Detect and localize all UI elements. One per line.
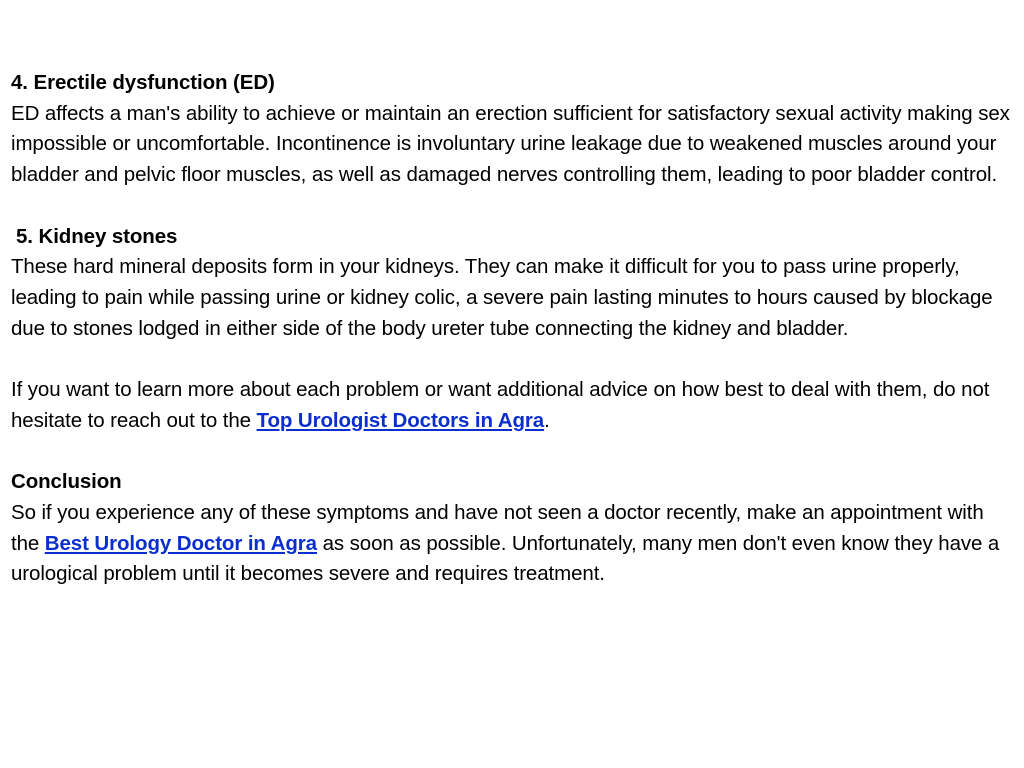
advice-section (11, 375, 1011, 436)
best-urology-doctor-link[interactable]: Best Urology Doctor in Agra (44, 531, 317, 555)
spacer (11, 191, 1011, 222)
conclusion-heading: Conclusion (11, 470, 122, 494)
ed-section (11, 68, 1011, 191)
advice-period: . (544, 408, 550, 432)
spacer (11, 344, 1011, 375)
kidney-heading: 5. Kidney stones (16, 224, 178, 248)
document-content (11, 68, 1011, 590)
top-urologist-link[interactable]: Top Urologist Doctors in Agra (256, 408, 545, 432)
ed-heading: 4. Erectile dysfunction (ED) (11, 71, 275, 94)
spacer (11, 436, 1011, 467)
conclusion-text-end: as soon as possible. Unfortunately, many men don't even know they have a urological problem until it becomes severe and requires treatment. (11, 531, 1000, 586)
conclusion-text: So if you experience any of these symptoms and have not seen a doctor recently, make an appointment with the (11, 500, 984, 555)
kidney-body: These hard mineral deposits form in your kidneys. They can make it difficult for you to pass urine properly, leading to pain while passing urine or kidney colic, a severe pain lasting minutes to hours caused by blockage due to stones lodged in either side of the body ureter tube connecting the kidney and bladder. (11, 255, 993, 340)
advice-text: If you want to learn more about each problem or want additional advice on how best to deal with them, do not hesitate to reach out to the (11, 378, 990, 432)
ed-body: ED affects a man's ability to achieve or maintain an erection sufficient for satisfactory sexual activity making sex impossible or uncomfortable. Incontinence is involuntary urine leakage due to weakened muscles around your bladder and pelvic floor muscles, as well as damaged nerves controlling them, leading to poor bladder control. (11, 101, 1010, 187)
kidney-section (11, 222, 1011, 345)
conclusion-section (11, 467, 1011, 590)
